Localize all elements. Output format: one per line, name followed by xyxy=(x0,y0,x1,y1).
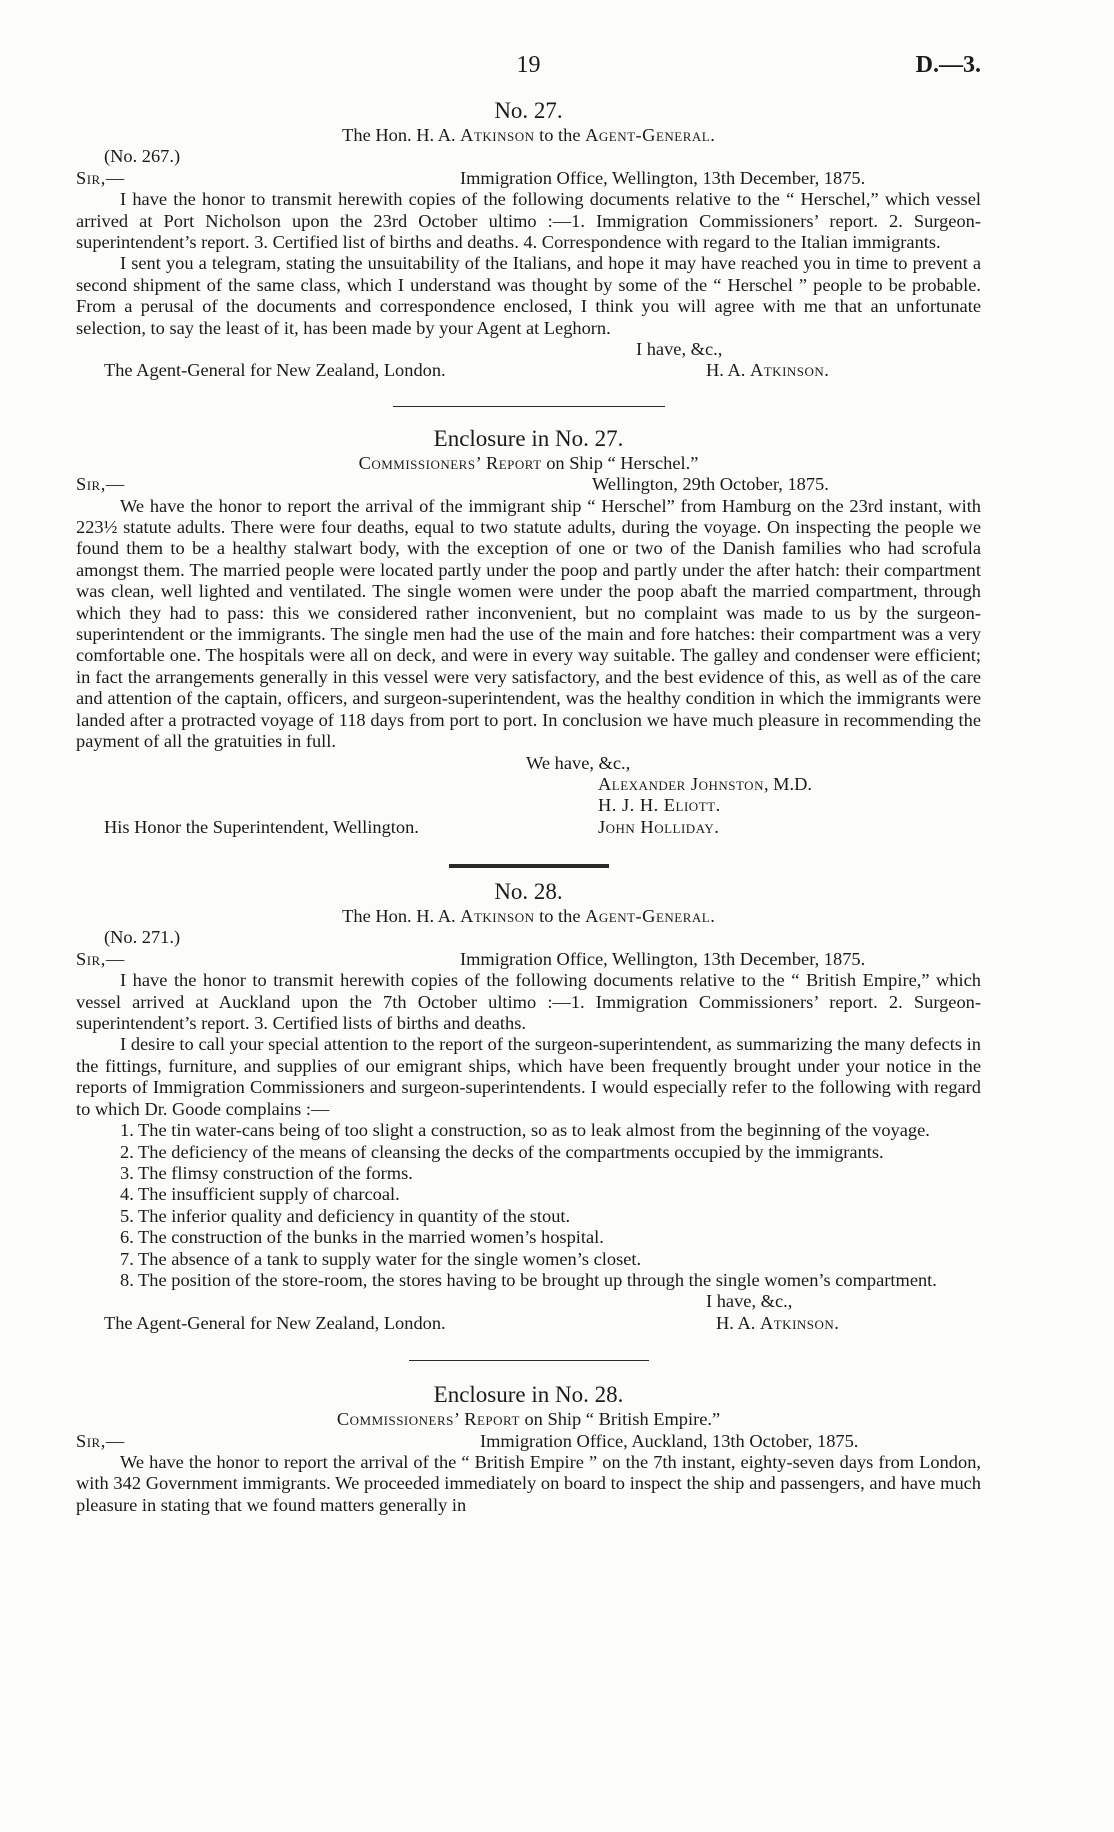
salutation: Sir,— xyxy=(76,167,125,188)
letter-heading: The Hon. H. A. Atkinson to the Agent-General. xyxy=(342,906,715,927)
place-date: Immigration Office, Auckland, 13th October, 1875. xyxy=(480,1430,859,1451)
addressee: His Honor the Superintendent, Wellington. xyxy=(104,816,419,837)
letter-no-28 xyxy=(76,878,981,1334)
signature: H. A. Atkinson. xyxy=(706,360,830,381)
list-item: 2. The deficiency of the means of cleansing the decks of the compartments occupied by the immigrants. xyxy=(120,1141,884,1162)
divider xyxy=(393,406,665,407)
salutation-line xyxy=(76,474,981,495)
list-item: 4. The insufficient supply of charcoal. xyxy=(120,1184,400,1205)
paragraph: We have the honor to report the arrival of the “ British Empire ” on the 7th instant, eighty-seven days from London, with 342 Government immigrants. We proceeded immediately on board to inspect the ship and passengers, and have much pleasure in stating that we found matters generally in xyxy=(76,1451,981,1515)
enclosure-no-28 xyxy=(76,1381,981,1516)
place-date: Immigration Office, Wellington, 13th December, 1875. xyxy=(460,948,866,969)
salutation: Sir,— xyxy=(76,1430,125,1451)
despatch-reference: (No. 267.) xyxy=(104,146,181,167)
signer-name: H. J. H. Eliott. xyxy=(598,795,721,816)
closing: I have, &c., xyxy=(636,339,723,360)
signer-row xyxy=(76,774,981,795)
salutation-line xyxy=(76,1431,981,1452)
place-date: Wellington, 29th October, 1875. xyxy=(592,474,829,495)
paragraph: We have the honor to report the arrival of the immigrant ship “ Herschel” from Hamburg on the 23rd instant, with 223½ statute adults. There were four deaths, equal to two statute adults, during the voyage. On inspecting the people we found them to be a healthy stalwart body, with the exception of one or two of the Danish families who had scrofula amongst them. The married people were located partly under the poop and partly under the after hatch: their compartment was clean, well lighted and ventilated. The single women were under the poop abaft the married compartment, through which they had to pass: this we considered rather inconvenient, but no complaint was made to us by the surgeon-superintendent or the immigrants. The single men had the use of the main and fore hatches: their compartment was a very comfortable one. The hospitals were all on deck, and were in every way suitable. The galley and condenser were efficient; in fact the arrangements generally in this vessel were very satisfactory, and the best evidence of this, as well as of the care and attention of the captain, officers, and surgeon-superintendent, was the healthy condition in which the immigrants were landed after a protracted voyage of 118 days from port to port. In conclusion we have much pleasure in recommending the payment of all the gratuities in full. xyxy=(76,495,981,752)
paragraph: I sent you a telegram, stating the unsuitability of the Italians, and hope it may have reached you in time to prevent a second shipment of the same class, which I understand was thought by some of the “ Herschel ” people to be probable. From a perusal of the documents and correspondence enclosed, I think you will agree with me that an unfortunate selection, to say the least of it, has been made by your Agent at Leghorn. xyxy=(76,253,981,338)
addressee-row xyxy=(76,360,981,381)
complaints-list xyxy=(76,1120,981,1291)
list-item: 8. The position of the store-room, the stores having to be brought up through the single women’s compartment. xyxy=(120,1269,937,1290)
letter-number-title: No. 27. xyxy=(494,98,563,123)
enclosure-no-27 xyxy=(76,425,981,838)
list-item: 1. The tin water-cans being of too slight a construction, so as to leak almost from the beginning of the voyage. xyxy=(120,1120,930,1141)
letter-number-title: No. 28. xyxy=(494,879,563,905)
list-item: 6. The construction of the bunks in the married women’s hospital. xyxy=(120,1227,604,1248)
enclosure-title: Enclosure in No. 27. xyxy=(433,425,624,451)
closing-row xyxy=(76,753,981,774)
closing-row xyxy=(76,1291,981,1312)
closing: We have, &c., xyxy=(526,752,631,773)
salutation: Sir,— xyxy=(76,948,125,969)
addressee: The Agent-General for New Zealand, London. xyxy=(104,360,446,381)
enclosure-subtitle: Commissioners’ Report on Ship “ Herschel.” xyxy=(358,452,699,473)
signer-row xyxy=(76,795,981,816)
letter-no-27 xyxy=(76,97,981,382)
signer-name: John Holliday. xyxy=(598,816,720,837)
list-item: 3. The flimsy construction of the forms. xyxy=(120,1162,413,1183)
paragraph: I have the honor to transmit herewith copies of the following documents relative to the “ British Empire,” which vessel arrived at Auckland upon the 7th October ultimo :—1. Immigration Commissioners’ report. 2. Surgeon-superintendent’s report. 3. Certified lists of births and deaths. xyxy=(76,970,981,1034)
salutation-line xyxy=(76,168,981,189)
sheet-reference: D.—3. xyxy=(915,52,981,78)
paragraph: I desire to call your special attention to the report of the surgeon-superintendent, as summarizing the many defects in the fittings, furniture, and supplies of our emigrant ships, which have been frequently brought under your notice in the reports of Immigration Commissioners and surgeon-superintendents. I would especially refer to the following with regard to which Dr. Goode complains :— xyxy=(76,1034,981,1119)
page-number: 19 xyxy=(516,52,541,78)
list-item: 7. The absence of a tank to supply water for the single women’s closet. xyxy=(120,1248,642,1269)
addressee-row xyxy=(76,817,981,838)
enclosure-title: Enclosure in No. 28. xyxy=(433,1382,624,1408)
list-item: 5. The inferior quality and deficiency in quantity of the stout. xyxy=(120,1205,571,1226)
addressee: The Agent-General for New Zealand, London. xyxy=(104,1312,446,1333)
signer-name: Alexander Johnston, M.D. xyxy=(598,773,812,794)
salutation: Sir,— xyxy=(76,474,125,495)
section-divider xyxy=(449,864,609,868)
paragraph: I have the honor to transmit herewith copies of the following documents relative to the “ Herschel,” which vessel arrived at Port Nicholson upon the 23rd October ultimo :—1. Immigration Commissioners’ report. 2. Surgeon-superintendent’s report. 3. Certified list of births and deaths. 4. Correspondence with regard to the Italian immigrants. xyxy=(76,189,981,253)
despatch-reference: (No. 271.) xyxy=(104,927,181,948)
closing-row xyxy=(76,339,981,360)
enclosure-subtitle: Commissioners’ Report on Ship “ British Empire.” xyxy=(336,1409,721,1430)
letter-heading: The Hon. H. A. Atkinson to the Agent-General. xyxy=(342,125,715,145)
divider xyxy=(409,1360,649,1361)
closing: I have, &c., xyxy=(706,1291,793,1312)
signature: H. A. Atkinson. xyxy=(716,1312,840,1333)
salutation-line xyxy=(76,949,981,970)
running-header xyxy=(76,52,981,91)
addressee-row xyxy=(76,1313,981,1334)
place-date: Immigration Office, Wellington, 13th December, 1875. xyxy=(460,167,866,188)
